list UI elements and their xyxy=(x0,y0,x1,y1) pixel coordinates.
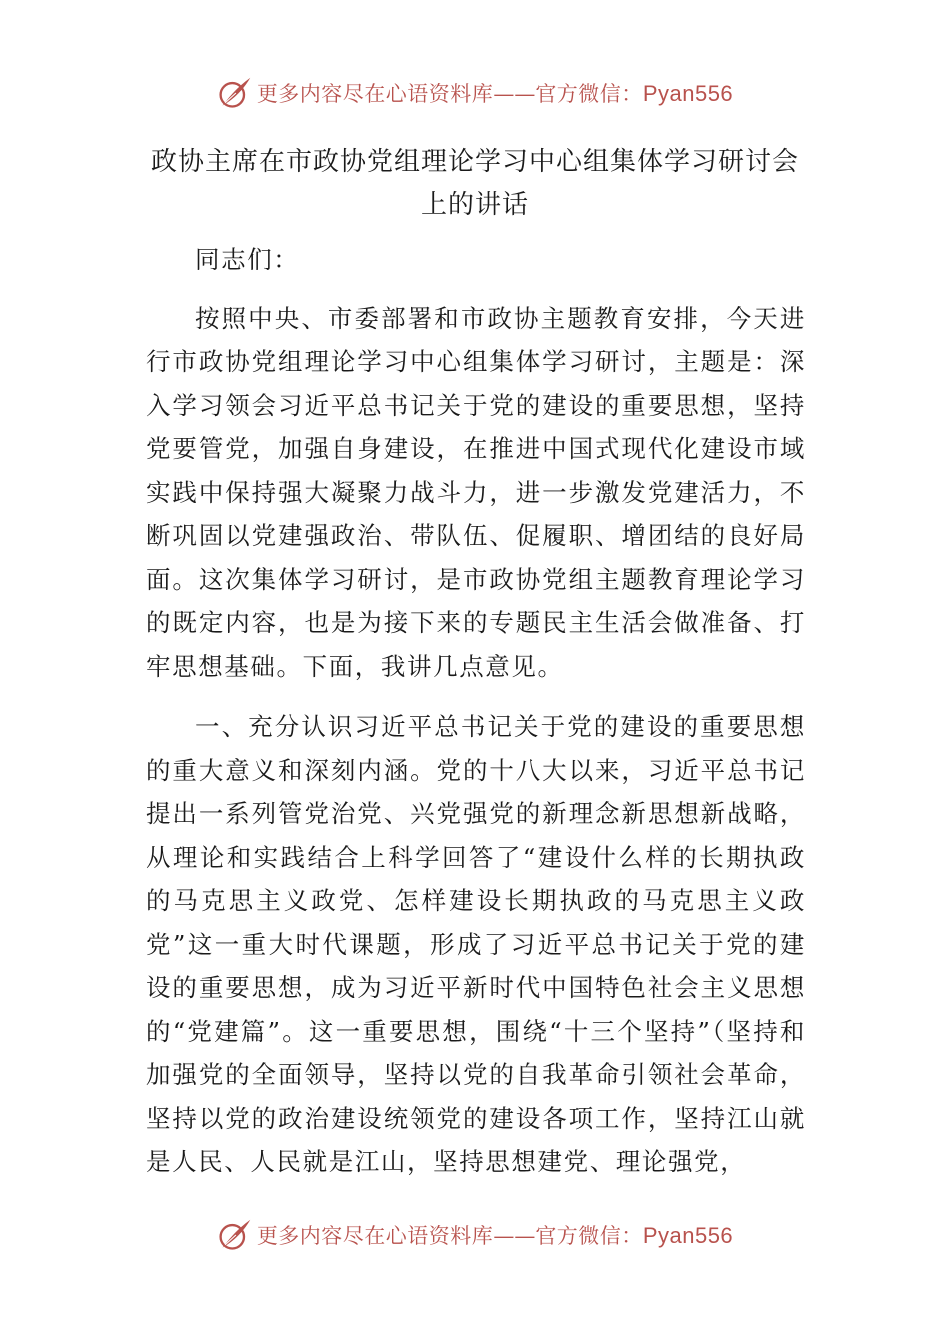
document-title: 政协主席在市政协党组理论学习中心组集体学习研讨会上的讲话 xyxy=(150,147,799,220)
watermark-handle: Pyan556 xyxy=(642,1223,734,1248)
watermark-site-text: 更多内容尽在心语资料库 xyxy=(256,1224,494,1248)
watermark-separator: —— xyxy=(493,1224,536,1248)
paragraph-2: 一、充分认识习近平总书记关于党的建设的重要思想的重大意义和深刻内涵。党的十八大以来，习近平总书记提出一系列管党治党、兴党强党的新理念新思想新战略，从理论和实践结合上科学回答了“建设什么样的长期执政的马克思主义政党、怎样建设长期执政的马克思主义政党”这一重大时代课题，形成了习近平总书记关于党的建设的重要思想，成为习近平新时代中国特色社会主义思想的“党建篇”。这一重要思想，围绕“十三个坚持”（坚持和加强党的全面领导，坚持以党的自我革命引领社会革命，坚持以党的政治建设统领党的建设各项工作，坚持江山就是人民、人民就是江山，坚持思想建党、理论强党， xyxy=(146,712,806,1176)
watermark-text xyxy=(257,1220,733,1250)
header-watermark xyxy=(0,70,950,116)
document-body xyxy=(146,238,806,1184)
paragraph-1: 按照中央、市委部署和市政协主题教育安排，今天进行市政协党组理论学习中心组集体学习研讨，主题是：深入学习领会习近平总书记关于党的建设的重要思想，坚持党要管党，加强自身建设，在推进中国式现代化建设市域实践中保持强大凝聚力战斗力，进一步激发党建活力，不断巩固以党建强政治、带队伍、促履职、增团结的良好局面。这次集体学习研讨，是市政协党组主题教育理论学习的既定内容，也是为接下来的专题民主生活会做准备、打牢思想基础。下面，我讲几点意见。 xyxy=(146,303,806,681)
footer-watermark xyxy=(0,1212,950,1258)
quill-logo-icon xyxy=(217,1217,253,1253)
quill-logo-icon xyxy=(217,75,253,111)
watermark-label: 官方微信： xyxy=(535,1224,643,1248)
watermark-site-text: 更多内容尽在心语资料库 xyxy=(256,82,494,106)
watermark-text xyxy=(257,78,733,108)
greeting: 同志们： xyxy=(195,245,300,274)
watermark-handle: Pyan556 xyxy=(642,81,734,106)
watermark-label: 官方微信： xyxy=(535,82,643,106)
watermark-separator: —— xyxy=(493,82,536,106)
